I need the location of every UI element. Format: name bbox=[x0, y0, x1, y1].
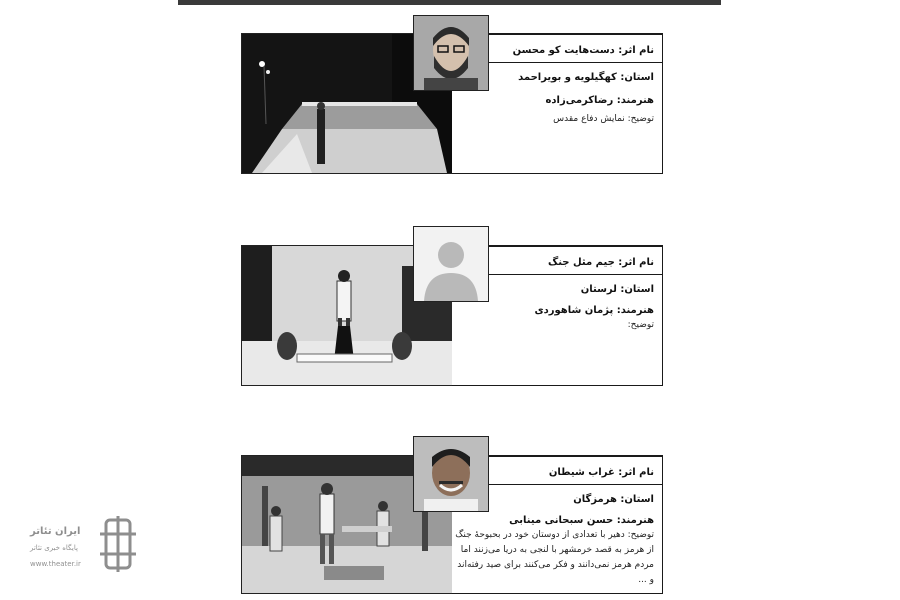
entry-1-province: استان: کهگیلویه و بویراحمد bbox=[518, 72, 654, 83]
watermark-logo bbox=[20, 512, 140, 582]
entry-2-description: توضیح: bbox=[627, 320, 654, 330]
watermark-url: www.theater.ir bbox=[30, 560, 81, 568]
theater-logo-icon bbox=[98, 514, 138, 574]
placeholder-avatar-icon bbox=[413, 226, 489, 302]
entry-3-description: توضیح: دهیر با تعدادی از دوستان خود در بحبوحهٔ جنگ از هرمز به قصد خرمشهر با لنجی به دریا می‌زنند اما مردم هرمز نمی‌دانند و فکر می‌کنند برای صید رفته‌اند و ... bbox=[455, 530, 654, 585]
page-top-rule bbox=[178, 0, 721, 5]
entry-2-artist: هنرمند: پژمان شاهوردی bbox=[534, 305, 654, 316]
entry-2-province: استان: لرستان bbox=[580, 284, 654, 295]
entry-1-artist: هنرمند: رضاکرمی‌زاده bbox=[545, 95, 654, 106]
watermark-name: ایران تئاتر bbox=[30, 526, 81, 537]
entry-3-title: نام اثر: غراب شیطان bbox=[548, 467, 654, 478]
entry-2-title: نام اثر: جیم مثل جنگ bbox=[547, 257, 654, 268]
entry-3-province: استان: هرمزگان bbox=[573, 494, 654, 505]
entry-3-artist: هنرمند: حسن سبحانی مینابی bbox=[509, 515, 654, 526]
smiling-man-portrait-icon bbox=[413, 436, 489, 512]
entry-1-description: توضیح: نمایش دفاع مقدس bbox=[553, 114, 654, 124]
entry-1-title: نام اثر: دست‌هایت کو محسن bbox=[512, 45, 654, 56]
bearded-man-portrait-icon bbox=[413, 15, 489, 91]
watermark-tagline: پایگاه خبری تئاتر bbox=[30, 544, 78, 552]
